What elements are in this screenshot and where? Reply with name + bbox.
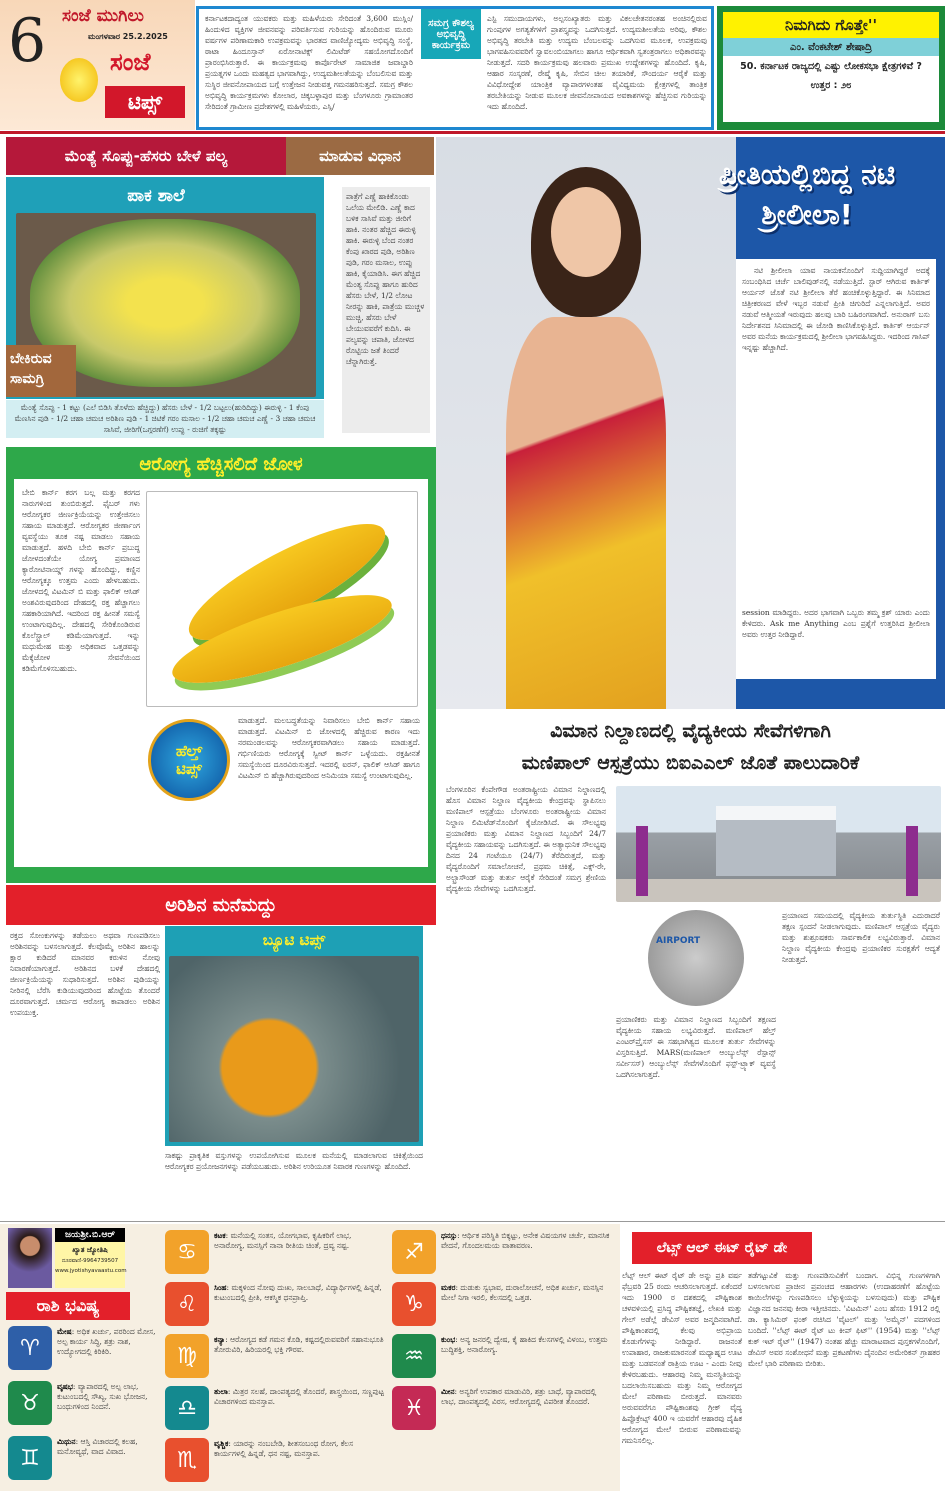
sign-name: ಕಟಕ: [214, 1231, 226, 1240]
eat-right-col-2: ತಡೆಗಟ್ಟುವಿಕೆ ಮತ್ತು ಗುಣಪಡಿಸುವಿಕೆಗೆ ಬಂದಾಗ. ವಿಭಿನ್ನ ಗುಣಗಳಿಗಾಗಿ ಬಳಸಲಾಗುವ ಪ್ರಾಚೀನ ಪ್ರಪಂಚದ ಆಹಾರಗಳು (ಉದಾಹರಣೆಗೆ ಹೊಟ್ಟೆಯ ಕಾಯಿಲೆಗಳನ್ನು ಗುಣಪಡಿಸಲು ಬೆಳ್ಳುಳ್ಳಿಯನ್ನು ಬಳಸುವುದು) ಮತ್ತು ಪೌಷ್ಟಿಕ ವಿಜ್ಞಾನದ ಜನನವು ಕೀರಾ ಇತ್ತೀಚಿನದು. 'ವಿಟಮಿನ್' ಎಂಬ ಹೆಸರು 1912 ರಲ್ಲಿ ಡಾ. ಕ್ಯಾಸಿಮಿರ್ ಫಂಕ್ ರಚಿಸಿದ 'ವೈಟಲ್' ಮತ್ತು 'ಅಮೈನ್' ಪದಗಳಿಂದ ಬಂದಿದೆ. ''ಲೆಟ್ಸ್ ಈಟ್ ರೈಟ್ ಟು ಕೀಪ್ ಫಿಟ್'' (1954) ಮತ್ತು ''ಲೆಟ್ಸ್ ಕುಕ್ ಇಟ್ ರೈಟ್'' (1947) ನಂತಹ ಹೆಚ್ಚು ಮಾರಾಟವಾದ ಪುಸ್ತಕಗಳೊಂದಿಗೆ, ಡೇವಿಸ್ ಅವರ ಸಂಶೋಧನೆ ಮತ್ತು ಪ್ರಕಟಣೆಗಳು ದೈನಂದಿನ ಅಮೇರಿಕನ್ ಗ್ರಾಹಕರ ಮೇಲೆ ಭಾರಿ ಪರಿಣಾಮ ಬೀರಿತು.: [748, 1271, 940, 1368]
hospital-photo: [616, 786, 941, 902]
horoscope-entry: ಕನ್ಯಾ: ಆರೋಗ್ಯದ ಕಡೆ ಗಮನ ಕೊಡಿ, ಕಷ್ಟದಲ್ಲಿರುವವರಿಗೆ ಸಹಾನುಭೂತಿ ತೋರುವಿರಿ, ಹಿರಿಯರಲ್ಲಿ ಭಕ್ತಿ ಗೌರವ.: [214, 1335, 384, 1354]
eat-right-col-1: ಲೆಟ್ಸ್ ಆಲ್ ಈಟ್ ರೈಟ್ ಡೇ ಅನ್ನು ಪ್ರತಿ ವರ್ಷ ಫೆಬ್ರವರಿ 25 ರಂದು ಆಚರಿಸಲಾಗುತ್ತದೆ. ಏಕೆಂದರೆ ಇದು 1900 ರ ದಶಕದಲ್ಲಿ ಪೌಷ್ಟಿಕಾಂಶ ಚಳವಳಿಯಲ್ಲಿ ಪ್ರಸಿದ್ಧ ಪೌಷ್ಟಿಕತಜ್ಞೆ, ಲೇಖಕಿ ಮತ್ತು ಗೇಲ್ ಅಡೆಲ್ಲೆ ಡೇವಿಸ್ ಅವರ ಜನ್ಮದಿನವಾಗಿದೆ. ಪೌಷ್ಟಿಕಾಂಶದಲ್ಲಿ ಕೆಲವು ಅಭಿಪ್ರಾಯ ಕೊಡುಗೆಗಳನ್ನು ನೀಡಿದ್ದಾರೆ. ರಾಜನಂತೆ ಉಪಾಹಾರ, ರಾಜಕುಮಾರನಂತೆ ಮಧ್ಯಾಹ್ನದ ಊಟ ಮತ್ತು ಬಡವನಂತೆ ರಾತ್ರಿಯ ಊಟ - ಎಂದು ನೀವು ಕೇಳಿರಬಹುದು. ಆಹಾರವು ನಿಮ್ಮ ಮನಸ್ಥಿತಿಯನ್ನು ಬದಲಾಯಿಸಬಹುದು ಮತ್ತು ನಿಮ್ಮ ಆರೋಗ್ಯದ ಮೇಲೆ ಪರಿಣಾಮ ಬೀರುತ್ತದೆ. ಮಾನವರು ಅರುವವರೆಗೂ ಪೌಷ್ಟಿಕಾಂಶವು ಗ್ರೀಕ್ ವೈದ್ಯ ಹಿಪ್ಪೊಕ್ರೇಟ್ಸ್ 400 ಇ ಯವರೆಗೆ ಆಹಾರವು ದೈಹಿಕ ಆರೋಗ್ಯದ ಮೇಲೆ ಬೀರುವ ಪರಿಣಾಮವನ್ನು ಗಮನಿಸಲಿಲ್ಲ.: [622, 1271, 742, 1445]
recipe-title: ಮೆಂತ್ಯೆ ಸೊಪ್ಪು-ಹೆಸರು ಬೇಳೆ ಪಲ್ಯ: [6, 137, 286, 175]
badge-line-2: ಟಿಪ್ಸ್: [176, 760, 202, 778]
horoscope-entry: ಧನಸ್ಸು: ಆರ್ಥಿಕ ಪರಿಸ್ಥಿತಿ ಬಿಕ್ಕಟ್ಟು, ಅನೇಕ ವಿಷಯಗಳ ಚರ್ಚೆ, ಮಾನಸಿಕ ವೇದನೆ, ಗೊಂದಲಮಯ ವಾತಾವರಣ.: [441, 1231, 610, 1250]
zodiac-12-icon: ♓: [392, 1386, 436, 1430]
masthead: [0, 0, 195, 130]
skill-title: ಸಮಗ್ರ ಕೌಶಲ್ಯ ಅಭಿವೃದ್ಧಿ ಕಾರ್ಯಕ್ರಮ: [421, 9, 481, 59]
sign-prediction: ಮಕ್ಕಳಿಂದ ನೋವು ದುಃಖ, ಸಾಲಬಾಧೆ, ವಿದ್ಯಾರ್ಥಿಗಳಲ್ಲಿ ಹಿನ್ನಡೆ, ಕುಟುಂಬದಲ್ಲಿ ಪ್ರೀತಿ, ಆಕಸ್ಮಿಕ ಧನಪ್ರಾಪ್ತಿ.: [214, 1283, 382, 1302]
horoscope-entry: ತುಲಾ: ಮಿತ್ರರ ಸಲಹೆ, ದಾಂಪತ್ಯದಲ್ಲಿ ತೊಂದರೆ, ಶಾಸ್ತ್ರಯಿಂದ, ಸಣ್ಣಪುಟ್ಟ ವಿಚಾರಗಳಿಂದ ಮನಸ್ತಾಪ.: [214, 1387, 385, 1406]
kitchen-label: ಪಾಕ ಶಾಲೆ: [127, 186, 185, 206]
sign-name: ಮೇಷ: [57, 1327, 72, 1336]
skill-col-2: ಎಸ್ಟಿ ಸಮುದಾಯಗಳು, ಅಲ್ಪಸಂಖ್ಯಾತರು ಮತ್ತು ವಿಕಲಚೇತನರಂತಹ ಅಂಚಿನಲ್ಲಿರುವ ಗುಂಪುಗಳ ಅಗತ್ಯತೆಗಳಿಗೆ ಪ್ರಾಶಸ್ತ್ಯವನ್ನು ಒದಗಿಸುತ್ತದೆ. ಉದ್ಯಮಶೀಲತೆಯ ಅರಿವು, ಕೌಶಲ ಅಭಿವೃದ್ಧಿ ತರಬೇತಿ ಮತ್ತು ಉದ್ಯಮ ಬೆಂಬಲವನ್ನು ಒದಗಿಸುವ ಮೂಲಕ, ಉಪಕ್ರಮವು ಭಾಗವಹಿಸುವವರಿಗೆ ಸ್ವಾವಲಂಬಿಯಾಗಲು ಹಾಗೂ ಆರ್ಥಿಕವಾಗಿ ಸ್ವತಂತ್ರರಾಗಲು ಅಧಿಕಾರವನ್ನು ನೀಡುತ್ತದೆ. ಸದರಿ ಕಾರ್ಯಕ್ರಮವು ಹಲವಾರು ಪ್ರಮುಖ ಉದ್ದೇಶಗಳನ್ನು ಹೊಂದಿದೆ. ಕೃಷಿ, ಆಹಾರ ಸಂಸ್ಕರಣೆ, ರೇಷ್ಮೆ ಕೃಷಿ, ಸೇಬಿನ ಚೀಲ ತಯಾರಿಕೆ, ಸೌಂದರ್ಯ ಆರೈಕೆ ಮತ್ತು ವಿವಿಧೋದ್ದೇಶ ಯಾಂತ್ರಿಕ ವ್ಯಾಪಾರಗಳಂತಹ ವೈವಿಧ್ಯಮಯ ಕ್ಷೇತ್ರಗಳಲ್ಲಿ ತಾಂತ್ರಿಕ ತರಬೇತಿಯನ್ನು ನೀಡುವ ಮೂಲಕ ಜೀವನೋಪಾಯದ ಅವಕಾಶಗಳನ್ನು ಹೆಚ್ಚಿಸುವ ಗುರಿಯನ್ನು ಇದು ಹೊಂದಿದೆ.: [487, 14, 707, 111]
issue-date: ಮಂಗಳವಾರ 25.2.2025: [88, 32, 168, 41]
zodiac-5-icon: ♌: [165, 1282, 209, 1326]
horoscope-entry: ವೃಶ್ಚಿಕ: ಯಾರನ್ನು ನಂಬಬೇಡಿ, ಶೀತಸಂಬಂಧ ರೋಗ, ಕೆಲಸ ಕಾರ್ಯಗಳಲ್ಲಿ ಹಿನ್ನಡೆ, ಧನ ನಷ್ಟ, ಮನಸ್ತಾಪ.: [214, 1439, 354, 1458]
sign-name: ಮೀನ: [441, 1387, 455, 1396]
actress-headline: ಪ್ರೀತಿಯಲ್ಲಿಬಿದ್ದ ನಟಿ ಶ್ರೀಲೀಲಾ!: [718, 157, 896, 231]
ingredients-text: ಮೆಂತ್ಯೆ ಸೊಪ್ಪು - 1 ಕಟ್ಟು (ಎಲೆ ಬಿಡಿಸಿ ತೊಳೆದು ಹೆಚ್ಚಿದ್ದು) ಹೆಸರು ಬೇಳೆ - 1/2 ಬಟ್ಟಲು(ಹುರಿದಿದ್ದು) ಈರುಳ್ಳಿ - 1 ಕೆಂಪು ಮೆಣಸಿನ ಪುಡಿ - 1/2 ಚಹಾ ಚಮಚ ಅರಿಶಿಣ ಪುಡಿ - 1 ಚಿಟಿಕೆ ಗರಂ ಮಸಾಲ - 1/2 ಚಹಾ ಚಮಚ ಎಣ್ಣೆ - 3 ಚಹಾ ಚಮಚ ಸಾಸಿವೆ, ಜೀರಿಗೆ(ಒಗ್ಗರಣೆಗೆ) ಉಪ್ಪು - ರುಚಿಗೆ ತಕ್ಕಷ್ಟು: [6, 400, 324, 438]
horoscope-entry: ಮಿಥುನ: ಆಸ್ತಿ ವಿಚಾರದಲ್ಲಿ ಕಲಹ, ಮನೋವ್ಯಥೆ, ವಾದ ವಿವಾದ.: [57, 1437, 138, 1456]
eat-right-article: [622, 1224, 945, 1491]
sign-name: ಕನ್ಯಾ: [214, 1335, 226, 1344]
sign-name: ವೃಷಭ: [57, 1382, 73, 1391]
sign-prediction: ದುಡುಕು ಸ್ವಭಾವ, ದುರಾಲೋಚನೆ, ಅಧಿಕ ಖರ್ಚು, ಮನಸ್ಸಿನ ಮೇಲೆ ನಿಗಾ ಇರಲಿ, ಕೆಲಸದಲ್ಲಿ ಒತ್ತಡ.: [441, 1283, 604, 1302]
horoscope-entry: ಮೀನ: ಅನ್ಯರಿಗೆ ಉಪಕಾರ ಮಾಡುವಿರಿ, ಶತ್ರು ಬಾಧೆ, ವ್ಯಾಪಾರದಲ್ಲಿ ಲಾಭ, ದಾಂಪತ್ಯದಲ್ಲಿ ವಿರಸ, ಆರೋಗ್ಯದಲ್ಲಿ ವಿಪರೀತ ತೊಂದರೆ.: [441, 1387, 597, 1406]
turmeric-col-1: ರಕ್ತದ ಸೋಂಕುಗಳನ್ನು ತಡೆಯಲು ಅಥವಾ ಗುಣಪಡಿಸಲು ಅರಿಶಿನವನ್ನು ಬಳಸಲಾಗುತ್ತದೆ. ಕೆಲವೊಮ್ಮೆ ಅರಿಶಿನ ಹಾಲನ್ನು ಕ್ಷಾರ ಕುಡಿದರೆ ಮಾನವರ ಕರುಳಿನ ನೋವು ನಿವಾರಣೆಯಾಗುತ್ತದೆ. ಅರಿಶಿನದ ಬಳಕೆ ದೇಹದಲ್ಲಿ ಜೀರ್ಣಕ್ರಿಯೆಯನ್ನು ಸುಧಾರಿಸುತ್ತದೆ. ಅರಿಶಿನ ಪುಡಿಯನ್ನು ನೀರಿನಲ್ಲಿ ಬೆರೆಸಿ ಕುಡಿಯುವುದರಿಂದ ಹೊಟ್ಟೆಯ ತೊಂದರೆ ದೂರವಾಗುತ್ತದೆ. ಚರ್ಮದ ಆರೋಗ್ಯ ಕಾಪಾಡಲು ಅರಿಶಿನ ಉಪಯುಕ್ತ.: [10, 931, 160, 1017]
horoscope-entry: ಸಿಂಹ: ಮಕ್ಕಳಿಂದ ನೋವು ದುಃಖ, ಸಾಲಬಾಧೆ, ವಿದ್ಯಾರ್ಥಿಗಳಲ್ಲಿ ಹಿನ್ನಡೆ, ಕುಟುಂಬದಲ್ಲಿ ಪ್ರೀತಿ, ಆಕಸ್ಮಿಕ ಧನಪ್ರಾಪ್ತಿ.: [214, 1283, 382, 1302]
sign-name: ಕುಂಭ: [441, 1335, 456, 1344]
sign-prediction: ಯಾರನ್ನು ನಂಬಬೇಡಿ, ಶೀತಸಂಬಂಧ ರೋಗ, ಕೆಲಸ ಕಾರ್ಯಗಳಲ್ಲಿ ಹಿನ್ನಡೆ, ಧನ ನಷ್ಟ, ಮನಸ್ತಾಪ.: [214, 1439, 354, 1458]
sign-name: ಸಿಂಹ: [214, 1283, 227, 1292]
sign-name: ವೃಶ್ಚಿಕ: [214, 1439, 229, 1448]
section-title-1: ಸಂಜೆ: [110, 48, 151, 76]
ingredients-label: ಬೇಕಿರುವ ಸಾಮಗ್ರಿ: [6, 345, 76, 397]
sign-prediction: ಮಿತ್ರರ ಸಲಹೆ, ದಾಂಪತ್ಯದಲ್ಲಿ ತೊಂದರೆ, ಶಾಸ್ತ್ರಯಿಂದ, ಸಣ್ಣಪುಟ್ಟ ವಿಚಾರಗಳಿಂದ ಮನಸ್ತಾಪ.: [214, 1387, 385, 1406]
zodiac-1-icon: ♈: [8, 1326, 52, 1370]
sign-prediction: ವ್ಯಾಪಾರದಲ್ಲಿ ಅಲ್ಪ ಲಾಭ, ಕುಟುಂಬದಲ್ಲಿ ಸೌಖ್ಯ, ಸುಖ ಭೋಜನ, ಬಂಧುಗಳಿಂದ ನಿಂದನೆ.: [57, 1382, 148, 1411]
badge-line-1: ಹೆಲ್ತ್: [175, 742, 203, 760]
quiz-question: 50. ಕರ್ನಾಟಕ ರಾಜ್ಯದಲ್ಲಿ ಎಷ್ಟು ಲೋಕಸಭಾ ಕ್ಷೇತ್ರಗಳಿವೆ ?: [740, 61, 922, 72]
actress-body-text: ನಟಿ ಶ್ರೀಲೀಲಾ ಯಾವ ನಾಯಕನೊಂದಿಗೆ ಸುದ್ದಿಯಾಗಿದ್ದರೆ ಅದಕ್ಕೆ ಸಂಬಂಧಿಸಿದ ಚರ್ಚೆ ಬಾಲಿವುಡ್‌ನಲ್ಲಿ ನಡೆಯುತ್ತಿದೆ. ಸ್ಟಾರ್ ಆಗಿರುವ ಕಾರ್ತಿಕ್ ಆರ್ಯನ್ ಜೊತೆ ನಟಿ ಶ್ರೀಲೀಲಾ ತೆರೆ ಹಂಚಿಕೊಳ್ಳುತ್ತಿದ್ದಾರೆ. ಈ ಸಿನಿಮಾದ ಚಿತ್ರೀಕರಣದ ವೇಳೆ ಇಬ್ಬರ ನಡುವೆ ಪ್ರೀತಿ ಚಿಗುರಿದೆ ಎನ್ನಲಾಗುತ್ತಿದೆ. ಅವರ ನಡುವೆ ಆತ್ಮೀಯತೆ ಇರುವುದು ಹಲವು ಬಾರಿ ಬಹಿರಂಗವಾಗಿದೆ. ಅನುರಾಗ್ ಬಸು ನಿರ್ದೇಶನದ ಸಿನಿಮಾದಲ್ಲಿ ಈ ಜೋಡಿ ಕಾಣಿಸಿಕೊಳ್ಳುತ್ತಿದೆ. ಕಾರ್ತಿಕ್ ಆರ್ಯನ್ ಅವರ ಮನೆಯ ಕಾರ್ಯಕ್ರಮದಲ್ಲಿ ಶ್ರೀಲೀಲಾ ಭಾಗವಹಿಸಿದ್ದರು. ಇದರಿಂದ ಗಾಸಿಪ್ ಇನ್ನಷ್ಟು ಹೆಚ್ಚಾಗಿದೆ.: [742, 266, 930, 352]
astrologer-title: ಖ್ಯಾತ ಜ್ಯೋತಿಷಿ: [72, 1246, 108, 1254]
manipal-headline-2: ಮಣಿಪಾಲ್ ಆಸ್ಪತ್ರೆಯು ಬಿಐಎಎಲ್ ಜೊತೆ ಪಾಲುದಾರಿಕೆ: [521, 752, 860, 774]
manipal-article: [436, 710, 945, 1220]
section-title-2: ಟಿಪ್ಸ್: [105, 86, 185, 118]
skill-col-1: ಕರ್ನಾಟಕದಾದ್ಯಂತ ಯುವಕರು ಮತ್ತು ಮಹಿಳೆಯರು ಸೇರಿದಂತೆ 3,600 ಮುಸ್ಲಿಂ/ಹಿಂದುಳಿದ ವ್ಯಕ್ತಿಗಳ ಜೀವನವನ್ನು ಪರಿವರ್ತಿಸುವ ಗುರಿಯನ್ನು ಹೊಂದಿರುವ ಮೂರು ವರ್ಷಗಳ ಪರಿಣಾಮಕಾರಿ ಉಪಕ್ರಮವನ್ನು ಭಾರತದ ವಾಣಿಜ್ಯೋದ್ಯಮ ಅಭಿವೃದ್ಧಿ ಸಂಸ್ಥೆ, ಠಾಟಾ ಹಿಂದೂಸ್ತಾನ್ ಏರೋನಾಟಿಕ್ಸ್ ಲಿಮಿಟೆಡ್ ಸಹಯೋಗದೊಂದಿಗೆ ಪ್ರಾರಂಭಿಸಿರುತ್ತಾರೆ. ಈ ಕಾರ್ಯಕ್ರಮವು ಕಾರ್ಪೊರೇಟ್ ಸಾಮಾಜಿಕ ಜವಾಬ್ದಾರಿ ಪ್ರಯತ್ನಗಳ ಒಂದು ಮಹತ್ವದ ಭಾಗವಾಗಿದ್ದು, ಉದ್ಯಮಶೀಲತೆಯನ್ನು ಬೆಂಬಲಿಸುವ ಮತ್ತು ಸುಸ್ಥಿರ ಜೀವನೋಪಾಯದ ಬಗ್ಗೆ ಉತ್ತೇಜನ ನೀಡುವತ್ತ ಗಮನಹರಿಸುತ್ತದೆ. ಸಮಗ್ರ ಕೌಶಲ ಅಭಿವೃದ್ಧಿ ಕಾರ್ಯಕ್ರಮಗಳು ಕೋಲಾರ, ಚಿಕ್ಕಬಳ್ಳಾಪುರ ಮತ್ತು ಬೆಂಗಳೂರು ಗ್ರಾಮಾಂತರ ಸೇರಿದಂತೆ ಗ್ರಾಮೀಣ ಪ್ರದೇಶಗಳಲ್ಲಿ ಮಹಿಳೆಯರು, ಎಸ್ಸಿ/: [205, 14, 413, 111]
eat-right-title: ಲೆಟ್ಸ್ ಆಲ್ ಈಟ್ ರೈಟ್ ಡೇ: [632, 1232, 812, 1264]
sign-prediction: ಆಸ್ತಿ ವಿಚಾರದಲ್ಲಿ ಕಲಹ, ಮನೋವ್ಯಥೆ, ವಾದ ವಿವಾದ.: [57, 1437, 138, 1456]
sign-prediction: ಆರೋಗ್ಯದ ಕಡೆ ಗಮನ ಕೊಡಿ, ಕಷ್ಟದಲ್ಲಿರುವವರಿಗೆ ಸಹಾನುಭೂತಿ ತೋರುವಿರಿ, ಹಿರಿಯರಲ್ಲಿ ಭಕ್ತಿ ಗೌರವ.: [214, 1335, 384, 1354]
astrology-section: [0, 1224, 620, 1491]
zodiac-7-icon: ♎: [165, 1386, 209, 1430]
corn-col-1: ಬೇಬಿ ಕಾರ್ನ್ ಕರಗ ಬಲ್ಲ ಮತ್ತು ಕರಗದ ನಾರುಗಳಿಂದ ತುಂಬಿರುತ್ತದೆ. ಫೈಬರ್ ಗಳು ಆರೋಗ್ಯಕರ ಜೀರ್ಣಕ್ರಿಯೆಯನ್ನು ಉತ್ತೇಜಿಸಲು ಸಹಾಯ ಮಾಡುತ್ತದೆ. ಆರೋಗ್ಯಕರ ಜೀರ್ಣಾಂಗ ವ್ಯವಸ್ಥೆಯು ತೂಕ ನಷ್ಟ ಮಾಡಲು ಸಹಾಯ ಮಾಡುತ್ತದೆ. ಹಳದಿ ಬೇಬಿ ಕಾರ್ನ್ ಪ್ರಬುದ್ಧ ಜೋಳದಂತೆಯೇ ಯೋಗ್ಯ ಪ್ರಮಾಣದ ಕ್ಯಾರೋಟಿನಾಯ್ಡ್ ಗಳನ್ನು ಹೊಂದಿದ್ದು, ಕಣ್ಣಿನ ಆರೋಗ್ಯಕ್ಕೂ ಉತ್ತಮ ಎಂದು ಹೇಳಬಹುದು. ಜೋಳದಲ್ಲಿ ವಿಟಮಿನ್ ಬಿ ಮತ್ತು ಫಾಲಿಕ್ ಆಸಿಡ್ ಅಂಶವಿರುವುದರಿಂದ ದೇಹದಲ್ಲಿ ರಕ್ತ ಹೆಚ್ಚಾಗಲು ಸಹಕಾರಿಯಾಗಿದೆ. ಇದರಿಂದ ರಕ್ತ ಹೀನತೆ ಸಮಸ್ಯೆ ಉಂಟಾಗುವುದಿಲ್ಲ. ದೇಹದಲ್ಲಿ ಸೇರಿಕೊಂಡಿರುವ ಕೊಲೆಸ್ಟ್ರಾಲ್ ಕಡಿಮೆಯಾಗುತ್ತದೆ. ಇನ್ನು ಮಧುಮೇಹ ಮತ್ತು ಅಧಿಕವಾದ ಒತ್ತಡವನ್ನು ಮೆಕ್ಕೆಜೋಳ ಸೇವನೆಯಿಂದ ಕಡಿಮೆಗೊಳಿಸಬಹುದು.: [22, 488, 140, 673]
zodiac-11-icon: ♒: [392, 1334, 436, 1378]
corn-section: [6, 447, 436, 883]
paper-name: ಸಂಜೆ ಮುಗಿಲು: [62, 6, 144, 26]
astrologer-photo: [8, 1228, 52, 1288]
airport-photo: [646, 908, 746, 1008]
turmeric-photo: [169, 956, 419, 1142]
sign-name: ಮಕರ: [441, 1283, 456, 1292]
skill-article: [196, 6, 714, 130]
horoscope-entry: ಮಕರ: ದುಡುಕು ಸ್ವಭಾವ, ದುರಾಲೋಚನೆ, ಅಧಿಕ ಖರ್ಚು, ಮನಸ್ಸಿನ ಮೇಲೆ ನಿಗಾ ಇರಲಿ, ಕೆಲಸದಲ್ಲಿ ಒತ್ತಡ.: [441, 1283, 604, 1302]
actress-body: [736, 259, 936, 605]
health-tips-badge: [148, 719, 230, 801]
divider: [0, 131, 945, 134]
sign-prediction: ಆರ್ಥಿಕ ಪರಿಸ್ಥಿತಿ ಬಿಕ್ಕಟ್ಟು, ಅನೇಕ ವಿಷಯಗಳ ಚರ್ಚೆ, ಮಾನಸಿಕ ವೇದನೆ, ಗೊಂದಲಮಯ ವಾತಾವರಣ.: [441, 1231, 610, 1250]
horoscope-entry: ಕಟಕ: ಮನೆಯಲ್ಲಿ ಸಂತಸ, ಯೋಗಭಾವ, ಕೃಷಿಕರಿಗೆ ಲಾಭ, ಅನಾರೋಗ್ಯ, ಮನಸ್ಸಿಗೆ ನಾನಾ ರೀತಿಯ ಚಿಂತೆ, ದ್ರವ್ಯ ನಷ್ಟ.: [214, 1231, 352, 1250]
zodiac-6-icon: ♍: [165, 1334, 209, 1378]
sign-name: ಧನಸ್ಸು: [441, 1231, 458, 1240]
manipal-headline-1: ವಿಮಾನ ನಿಲ್ದಾಣದಲ್ಲಿ ವೈದ್ಯಕೀಯ ಸೇವೆಗಳಿಗಾಗಿ: [550, 720, 831, 742]
sign-name: ತುಲಾ: [214, 1387, 228, 1396]
turmeric-col-2: ಸಾಕಷ್ಟು ಪ್ರಾಕೃತಿಕ ವಸ್ತುಗಳನ್ನು ಉಪಯೋಗಿಸುವ ಮೂಲಕ ಮನೆಯಲ್ಲಿ ಮಾಡಲಾಗುವ ಚಿಕಿತ್ಸೆಯಿಂದ ಆರೋಗ್ಯಕರ ಪ್ರಯೋಜನಗಳನ್ನು ಪಡೆಯಬಹುದು. ಅರಿಶಿನ ಉರಿಯೂತ ನಿವಾರಕ ಗುಣಗಳನ್ನು ಹೊಂದಿದೆ.: [165, 1151, 423, 1171]
zodiac-8-icon: ♏: [165, 1438, 209, 1482]
horoscope-entry: ಕುಂಭ: ಅನ್ಯ ಜನರಲ್ಲಿ ದ್ವೇಷ, ಕೈ ಹಾಕಿದ ಕೆಲಸಗಳಲ್ಲಿ ವಿಳಂಬ, ಉತ್ತಮ ಬುದ್ಧಿಶಕ್ತಿ, ಅನಾರೋಗ್ಯ.: [441, 1335, 608, 1354]
zodiac-3-icon: ♊: [8, 1436, 52, 1480]
method-label: ಮಾಡುವ ವಿಧಾನ: [286, 137, 434, 175]
sign-prediction: ಅಧಿಕ ಖರ್ಚು, ಪರರಿಂದ ಮೋಸ, ಅಲ್ಪ ಕಾರ್ಯ ಸಿದ್ಧಿ, ಶತ್ರು ನಾಶ, ಉದ್ಯೋಗದಲ್ಲಿ ಕಿರಿಕಿರಿ.: [57, 1327, 156, 1356]
zodiac-10-icon: ♑: [392, 1282, 436, 1326]
astrologer-website: www.jyotishyavaastu.com: [55, 1268, 127, 1274]
zodiac-9-icon: ♐: [392, 1230, 436, 1274]
airport-sign: AIRPORT: [656, 936, 701, 946]
turmeric-banner: ಅರಿಶಿನ ಮನೆಮದ್ದು: [6, 885, 436, 925]
beauty-tips-panel: [165, 926, 423, 1146]
divider: [0, 1221, 945, 1222]
quiz-title: ನಿಮಗಿದು ಗೊತ್ತೇ'': [723, 12, 939, 38]
manipal-col-2: ಪ್ರಯಾಣಿಕರು ಮತ್ತು ವಿಮಾನ ನಿಲ್ದಾಣದ ಸಿಬ್ಬಂದಿಗೆ ತಕ್ಷಣದ ವೈದ್ಯಕೀಯ ಸಹಾಯ ಲಭ್ಯವಿರುತ್ತದೆ. ಮಣಿಪಾಲ್ ಹೆಲ್ತ್ ಎಂಟರ್‌ಪ್ರೈಸಸ್ ಈ ಸಹಭಾಗಿತ್ವದ ಮೂಲಕ ತುರ್ತು ಸೇವೆಗಳನ್ನು ವಿಸ್ತರಿಸುತ್ತಿದೆ. MARS(ಮಣಿಪಾಲ್ ಆಂಬ್ಯುಲೆನ್ಸ್ ರೆಸ್ಪಾನ್ಸ್ ಸರ್ವೀಸಸ್) ಆಂಬ್ಯುಲೆನ್ಸ್ ಸೇವೆಗಳೊಂದಿಗೆ ಫಸ್ಟ್-ಟ್ರ್ಯಾಕ್ ವ್ಯವಸ್ಥೆ ಒದಗಿಸಲಾಗುತ್ತದೆ.: [616, 1015, 776, 1079]
horoscope-entry: ಮೇಷ: ಅಧಿಕ ಖರ್ಚು, ಪರರಿಂದ ಮೋಸ, ಅಲ್ಪ ಕಾರ್ಯ ಸಿದ್ಧಿ, ಶತ್ರು ನಾಶ, ಉದ್ಯೋಗದಲ್ಲಿ ಕಿರಿಕಿರಿ.: [57, 1327, 156, 1356]
quiz-answer: ಉತ್ತರ : ೨೮: [810, 80, 852, 91]
sign-prediction: ಮನೆಯಲ್ಲಿ ಸಂತಸ, ಯೋಗಭಾವ, ಕೃಷಿಕರಿಗೆ ಲಾಭ, ಅನಾರೋಗ್ಯ, ಮನಸ್ಸಿಗೆ ನಾನಾ ರೀತಿಯ ಚಿಂತೆ, ದ್ರವ್ಯ ನಷ್ಟ.: [214, 1231, 352, 1250]
astrologer-name: ಜಯಶ್ರೀ.ಬಿ.ಆರ್: [55, 1228, 125, 1242]
bulb-icon: [60, 58, 98, 102]
corn-photo: [146, 491, 418, 707]
manipal-col-1: ಬೆಂಗಳೂರಿನ ಕೆಂಪೇಗೌಡ ಅಂತರಾಷ್ಟ್ರೀಯ ವಿಮಾನ ನಿಲ್ದಾಣದಲ್ಲಿ ಹೊಸ ವಿಮಾನ ನಿಲ್ದಾಣ ವೈದ್ಯಕೀಯ ಕೇಂದ್ರವನ್ನು ಸ್ಥಾಪಿಸಲು ಮಣಿಪಾಲ್ ಆಸ್ಪತ್ರೆಯು ಬೆಂಗಳೂರು ಅಂತರಾಷ್ಟ್ರೀಯ ವಿಮಾನ ನಿಲ್ದಾಣ ಲಿಮಿಟೆಡ್‌ನೊಂದಿಗೆ ಕೈಜೋಡಿಸಿದೆ. ಈ ಸೌಲಭ್ಯವು ಪ್ರಯಾಣಿಕರು ಮತ್ತು ವಿಮಾನ ನಿಲ್ದಾಣದ ಸಿಬ್ಬಂದಿಗೆ 24/7 ವೈದ್ಯಕೀಯ ಸಹಾಯವನ್ನು ಒದಗಿಸುತ್ತದೆ. ಈ ಅತ್ಯಾಧುನಿಕ ಸೌಲಭ್ಯವು ದಿನದ 24 ಗಂಟೆಯೂ (24/7) ತೆರೆದಿರುತ್ತದೆ, ಮತ್ತು ವೈದ್ಯರೊಂದಿಗೆ ಸಮಾಲೋಚನೆ, ಪ್ರಥಮ ಚಿಕಿತ್ಸೆ, ಎಕ್ಸ್-ರೇ, ಅಲ್ಟ್ರಾಸೌಂಡ್ ಮತ್ತು ತುರ್ತು ಆರೈಕೆ ಸೇರಿದಂತೆ ಸಮಗ್ರ ಶ್ರೇಣಿಯ ವೈದ್ಯಕೀಯ ಸೇವೆಗಳನ್ನು ಒದಗಿಸುತ್ತದೆ.: [446, 785, 606, 893]
corn-title: ಆರೋಗ್ಯ ಹೆಚ್ಚಿಸಲಿದೆ ಜೋಳ: [139, 453, 303, 475]
sign-prediction: ಅನ್ಯ ಜನರಲ್ಲಿ ದ್ವೇಷ, ಕೈ ಹಾಕಿದ ಕೆಲಸಗಳಲ್ಲಿ ವಿಳಂಬ, ಉತ್ತಮ ಬುದ್ಧಿಶಕ್ತಿ, ಅನಾರೋಗ್ಯ.: [441, 1335, 608, 1354]
quiz-box: [717, 6, 945, 130]
page-number: 6: [8, 6, 47, 76]
method-text: ಪಾತ್ರೆಗೆ ಎಣ್ಣೆ ಹಾಕಿಕೊಂಡು ಒಲೆಯ ಮೇಲಿಡಿ. ಎಣ್ಣೆ ಕಾದ ಬಳಿಕ ಸಾಸಿವೆ ಮತ್ತು ಜೀರಿಗೆ ಹಾಕಿ. ನಂತರ ಹೆಚ್ಚಿದ ಈರುಳ್ಳಿ ಹಾಕಿ. ಈರುಳ್ಳಿ ಬೆಂದ ನಂತರ ಕೆಂಪು ಖಾರದ ಪುಡಿ, ಅರಿಶಿಣ ಪುಡಿ, ಗರಂ ಮಸಾಲ, ಉಪ್ಪು ಹಾಕಿ, ಕೈಯಾಡಿಸಿ. ಈಗ ಹೆಚ್ಚಿದ ಮೆಂತ್ಯ ಸೊಪ್ಪು ಹಾಗೂ ಹುರಿದ ಹೆಸರು ಬೇಳೆ, 1/2 ಲೋಟ ನೀರನ್ನು ಹಾಕಿ, ಪಾತ್ರೆಯ ಮುಚ್ಚಳ ಮುಚ್ಚಿ, ಹೆಸರು ಬೇಳೆ ಬೇಯುವವರೆಗೆ ಕುದಿಸಿ. ಈ ಪಲ್ಯವನ್ನು ಚಪಾತಿ, ಜೋಳದ ರೊಟ್ಟಿಯ ಜತೆ ತಿಂದರೆ ಚೆನ್ನಾಗಿರುತ್ತೆ.: [342, 187, 430, 433]
zodiac-4-icon: ♋: [165, 1230, 209, 1274]
manipal-col-3: ಪ್ರಯಾಣದ ಸಮಯದಲ್ಲಿ ವೈದ್ಯಕೀಯ ತುರ್ತುಸ್ಥಿತಿ ಎದುರಾದರೆ ತಕ್ಷಣ ಸ್ಪಂದನೆ ನೀಡಲಾಗುವುದು. ಮಣಿಪಾಲ್ ಆಸ್ಪತ್ರೆಯ ವೈದ್ಯರು ಮತ್ತು ಶುಶ್ರೂಷಕರು ಸಾರ್ವಕಾಲಿಕ ಲಭ್ಯವಿರುತ್ತಾರೆ. ವಿಮಾನ ನಿಲ್ದಾಣ ವೈದ್ಯಕೀಯ ಕೇಂದ್ರವು ಪ್ರಯಾಣಿಕರ ಸುರಕ್ಷತೆಗೆ ಆದ್ಯತೆ ನೀಡುತ್ತದೆ.: [782, 911, 940, 964]
beauty-tips-label: ಬ್ಯೂಟಿ ಟಿಪ್ಸ್: [262, 931, 326, 949]
sign-prediction: ಅನ್ಯರಿಗೆ ಉಪಕಾರ ಮಾಡುವಿರಿ, ಶತ್ರು ಬಾಧೆ, ವ್ಯಾಪಾರದಲ್ಲಿ ಲಾಭ, ದಾಂಪತ್ಯದಲ್ಲಿ ವಿರಸ, ಆರೋಗ್ಯದಲ್ಲಿ ವಿಪರೀತ ತೊಂದರೆ.: [441, 1387, 597, 1406]
horoscope-entry: ವೃಷಭ: ವ್ಯಾಪಾರದಲ್ಲಿ ಅಲ್ಪ ಲಾಭ, ಕುಟುಂಬದಲ್ಲಿ ಸೌಖ್ಯ, ಸುಖ ಭೋಜನ, ಬಂಧುಗಳಿಂದ ನಿಂದನೆ.: [57, 1382, 148, 1411]
actress-body-tail: session ಮಾಡಿದ್ದರು. ಅದರ ಭಾಗವಾಗಿ ಒಬ್ಬರು ತಮ್ಮ ಕ್ರಶ್ ಯಾರು ಎಂದು ಕೇಳಿದರು. Ask me Anything ಎಂಬ ಪ್ರಶ್ನೆಗೆ ಉತ್ತರಿಸಿದ ಶ್ರೀಲೀಲಾ ಅವರು ಉತ್ತರ ನೀಡಿದ್ದಾರೆ.: [736, 605, 936, 679]
rashi-title: ರಾಶಿ ಭವಿಷ್ಯ: [6, 1292, 130, 1320]
zodiac-2-icon: ♉: [8, 1381, 52, 1425]
recipe-section: [6, 137, 436, 439]
quiz-author: ಎಂ. ವೆಂಕಟೇಶ್ ಶೇಷಾದ್ರಿ: [723, 38, 939, 56]
sign-name: ಮಿಥುನ: [57, 1437, 76, 1446]
astrologer-phone: ದೂರವಾಣಿ-9964739507: [61, 1258, 119, 1264]
corn-col-2: ಮಾಡುತ್ತದೆ. ಮಲಬದ್ಧತೆಯನ್ನು ನಿವಾರಿಸಲು ಬೇಬಿ ಕಾರ್ನ್ ಸಹಾಯ ಮಾಡುತ್ತದೆ. ವಿಟಮಿನ್ ಬಿ ಜೋಳದಲ್ಲಿ ಹೆಚ್ಚಿರುವ ಕಾರಣ ಇದು ನರಮಂಡಲವನ್ನು ಆರೋಗ್ಯಕರವಾಗಿಡಲು ಸಹಾಯ ಮಾಡುತ್ತದೆ. ಗರ್ಭಿಣಿಯರು ಆರೋಗ್ಯಕ್ಕೆ ಸ್ವೀಟ್ ಕಾರ್ನ್ ಒಳ್ಳೆಯದು. ರಕ್ತಹೀನತೆ ಸಮಸ್ಯೆಯಿಂದ ದೂರವಿರುಸುತ್ತದೆ. ಇದರಲ್ಲಿ ಐರನ್, ಫಾಲಿಕ್ ಆಸಿಡ್ ಹಾಗೂ ವಿಟಮಿನ್ ಬಿ ಹೆಚ್ಚಾಗಿರುವುದರಿಂದ ಅನಿಮಿಯಾ ಸಮಸ್ಯೆ ಉಂಟಾಗುವುದಿಲ್ಲ.: [238, 716, 420, 780]
actress-section: [436, 137, 945, 709]
